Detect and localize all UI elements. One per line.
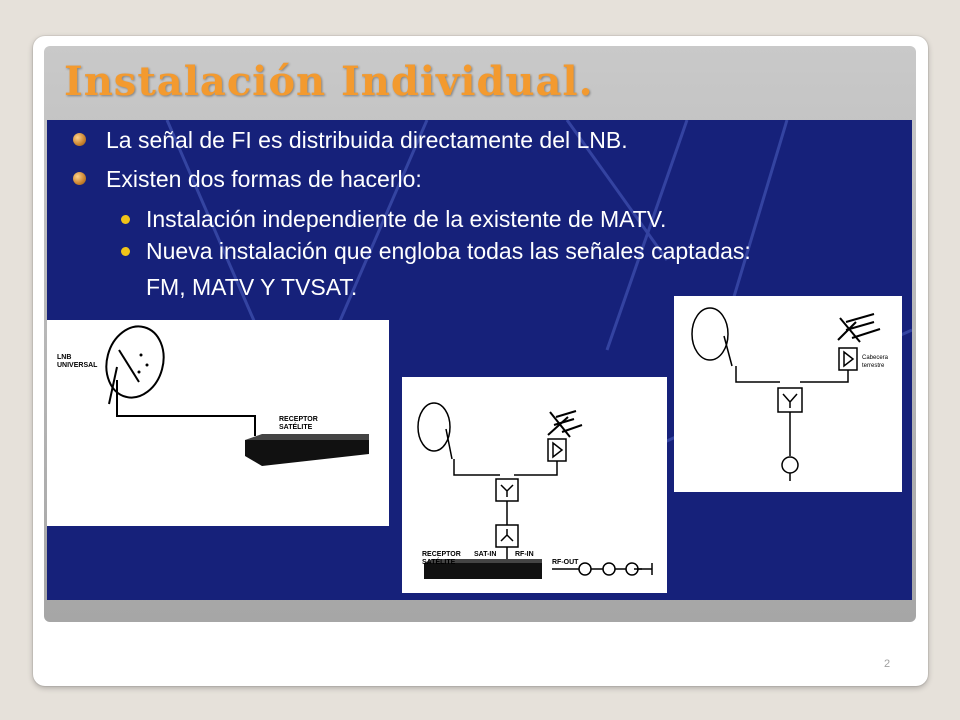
bullet-marker-1 — [73, 133, 86, 146]
sat-in-label: SAT-IN — [474, 551, 497, 558]
bullet-2: Existen dos formas de hacerlo: — [106, 166, 422, 192]
bullet-1: La señal de FI es distribuida directamente del LNB. — [106, 127, 628, 153]
rf-in-label: RF-IN — [515, 551, 534, 558]
blue-content-area — [47, 120, 912, 600]
sub-bullet-1: Instalación independiente de la existente de MATV. — [146, 206, 667, 232]
diagram-individual-satellite — [47, 320, 389, 526]
receptor-satelite-label-1: RECEPTOR SATÉLITE — [279, 416, 318, 431]
cabecera-terrestre-label: Cabecera terrestre — [862, 355, 889, 369]
sub-bullet-2: Nueva instalación que engloba todas las señales captadas: — [146, 238, 751, 264]
sub-bullet-marker-2 — [121, 247, 130, 256]
diagram-3-drawing — [674, 296, 902, 492]
sub-bullet-marker-1 — [121, 215, 130, 224]
bullet-marker-2 — [73, 172, 86, 185]
rf-out-label: RF-OUT — [552, 559, 579, 566]
lnb-universal-label: LNB UNIVERSAL — [57, 354, 98, 369]
sub-bullet-continuation: FM, MATV Y TVSAT. — [146, 274, 358, 300]
diagram-combined-installation — [402, 377, 667, 593]
diagram-satellite-and-terrestrial — [674, 296, 902, 492]
slide-title: Instalación Individual. — [64, 58, 594, 105]
receptor-satelite-label-2: RECEPTOR SATÉLITE — [422, 551, 461, 566]
diagram-1-drawing — [47, 320, 389, 526]
page-number: 2 — [884, 658, 891, 670]
